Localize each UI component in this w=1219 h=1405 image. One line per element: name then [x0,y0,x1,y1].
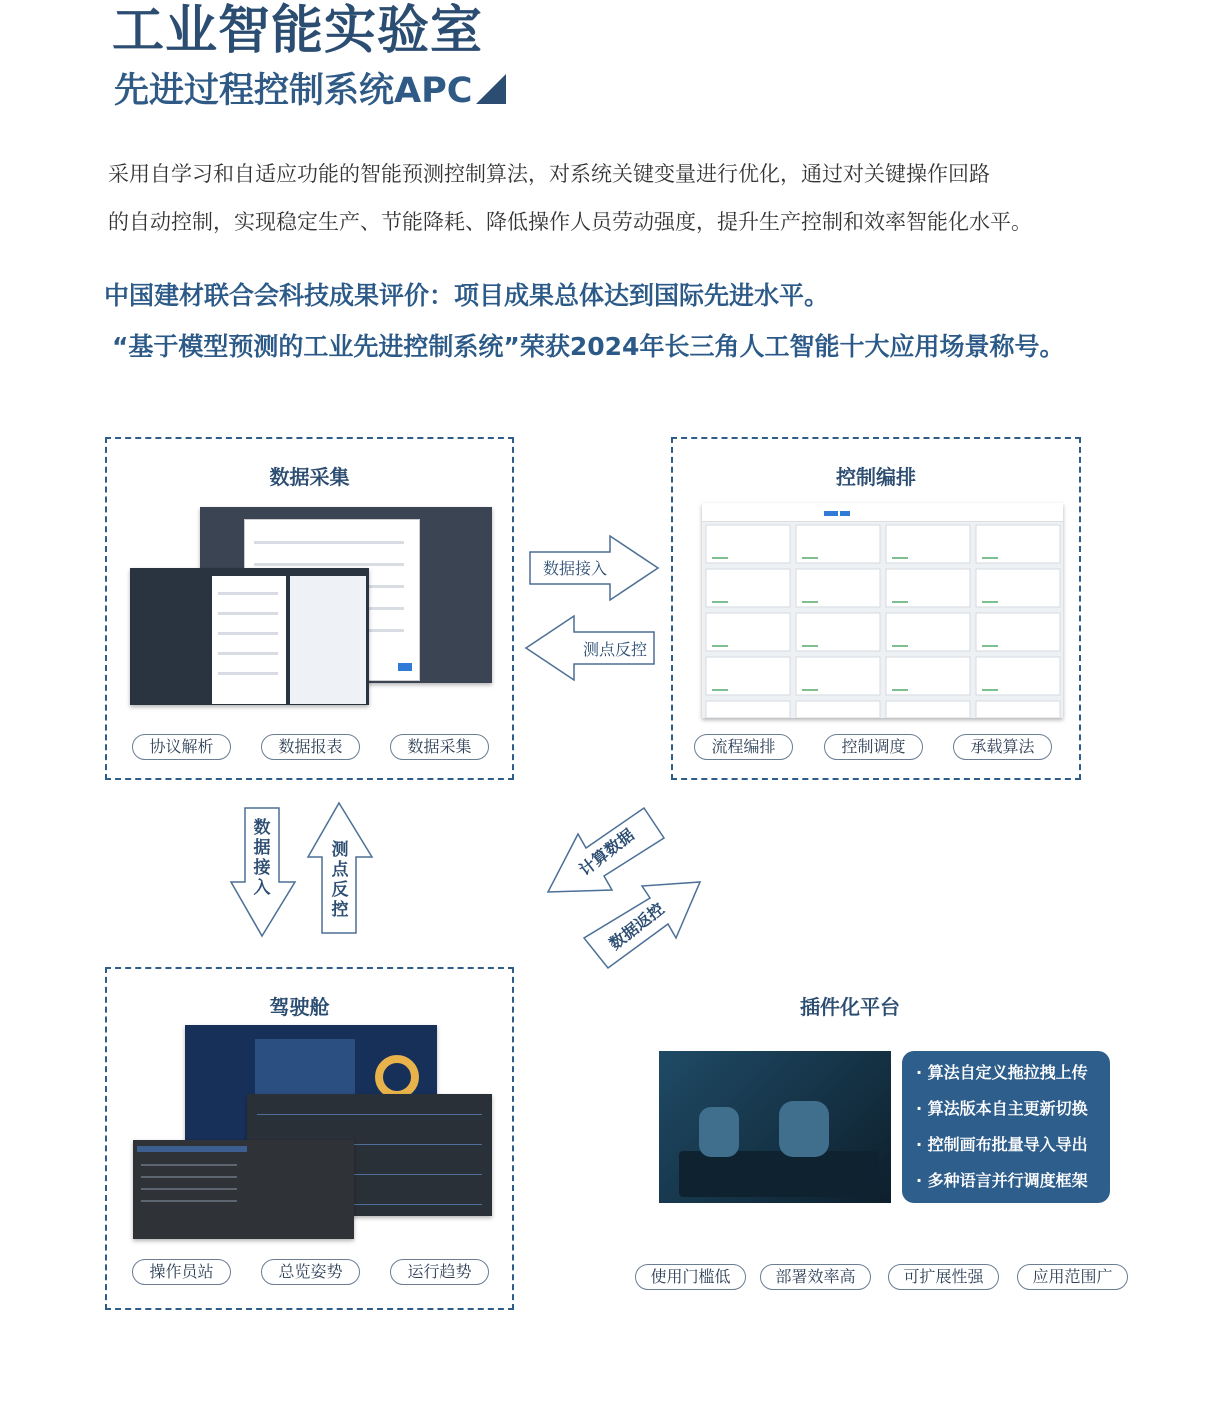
tag-data-collection: 数据采集 [390,734,489,760]
tag-extensible: 可扩展性强 [888,1264,999,1290]
plugin-feature-1: · 算法自定义拖拉拽上传 [916,1063,1088,1082]
tag-algorithm-hosting: 承载算法 [953,734,1052,760]
tag-data-report: 数据报表 [261,734,360,760]
arrow-down-label: 数 据 接 入 [253,818,271,898]
tag-low-barrier: 使用门槛低 [635,1264,746,1290]
report-screenshot [130,568,369,705]
tag-wide-range: 应用范围广 [1017,1264,1128,1290]
plugin-feature-3: · 控制画布批量导入导出 [916,1135,1088,1154]
tag-efficient-deploy: 部署效率高 [760,1264,871,1290]
arrow-up-label: 测 点 反 控 [331,840,349,920]
plugin-feature-list [902,1051,1110,1203]
intro-line-2: 的自动控制，实现稳定生产、节能降耗、降低操作人员劳动强度，提升生产控制和效率智能化水平。 [108,210,1032,234]
cockpit-title: 驾驶舱 [269,995,330,1019]
award-line-2: “基于模型预测的工业先进控制系统”荣获2024年长三角人工智能十大应用场景称号。 [112,332,1065,361]
arrow-diag-up-left-label: 计算数据 [575,825,638,880]
tag-operator-station: 操作员站 [132,1259,231,1285]
operator-station-screenshot [133,1140,354,1239]
tag-flow-orchestration: 流程编排 [694,734,793,760]
tag-overview: 总览姿势 [261,1259,360,1285]
page-subtitle: 先进过程控制系统APC [114,71,473,111]
orchestration-cards-grid [702,521,1063,718]
page-title: 工业智能实验室 [112,1,484,61]
control-orchestration-title: 控制编排 [836,465,916,489]
arrow-left-label: 测点反控 [583,640,648,659]
intro-line-1: 采用自学习和自适应功能的智能预测控制算法，对系统关键变量进行优化，通过对关键操作回路 [108,162,990,186]
data-collection-title: 数据采集 [269,465,350,489]
plugin-platform-title: 插件化平台 [800,995,900,1019]
tag-protocol-parse: 协议解析 [132,734,231,760]
plugin-feature-2: · 算法版本自主更新切换 [916,1099,1088,1118]
tag-control-scheduling: 控制调度 [824,734,923,760]
arrow-right-label: 数据接入 [543,559,608,578]
arrow-diag-down-right-label: 数据返控 [605,899,668,954]
keyboard-hands-image [659,1051,891,1203]
award-line-1: 中国建材联合会科技成果评价：项目成果总体达到国际先进水平。 [104,281,830,310]
tag-running-trend: 运行趋势 [390,1259,489,1285]
plugin-feature-4: · 多种语言并行调度框架 [916,1171,1088,1190]
corner-triangle-icon [476,74,506,104]
